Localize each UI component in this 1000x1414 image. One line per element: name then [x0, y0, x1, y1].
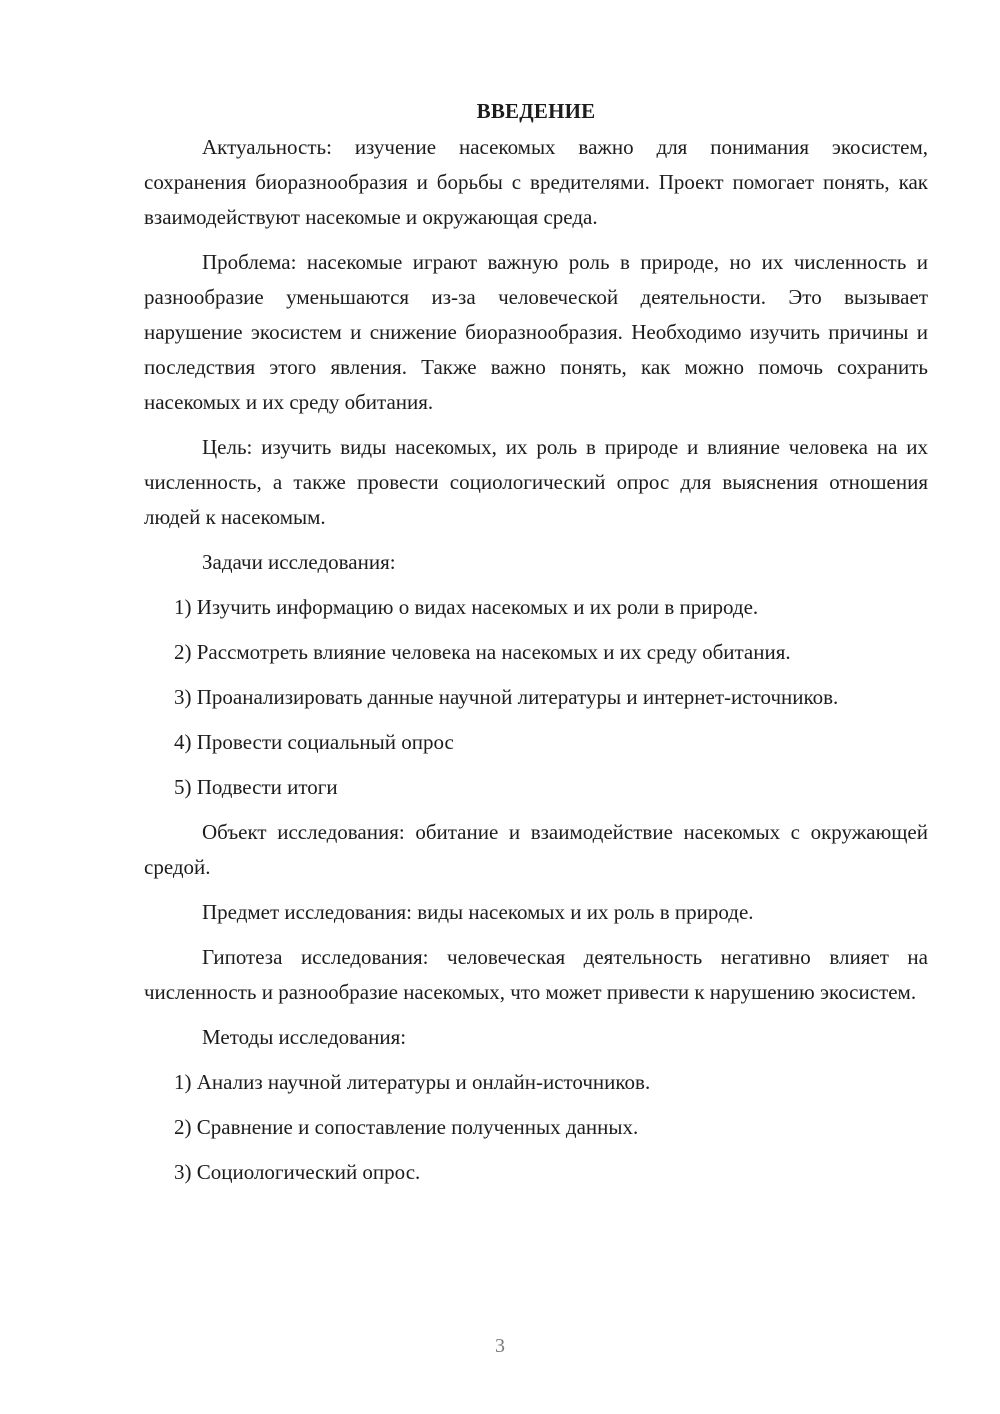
task-item: 3) Проанализировать данные научной литературы и интернет-источников.: [174, 685, 839, 709]
task-item: 1) Изучить информацию о видах насекомых и их роли в природе.: [174, 595, 759, 619]
tasks-heading: Задачи исследования:: [202, 550, 396, 574]
subject-paragraph: Предмет исследования: виды насекомых и их роль в природе.: [202, 900, 754, 924]
methods-heading: Методы исследования:: [202, 1025, 407, 1049]
task-item: 5) Подвести итоги: [174, 775, 338, 799]
relevance-paragraph: Актуальность: изучение насекомых важно для понимания экосистем, сохранения биоразнообразия и борьбы с вредителями. Проект помогает понять, как взаимодействуют насекомые и окружающая среда.: [144, 135, 928, 229]
problem-paragraph: Проблема: насекомые играют важную роль в природе, но их численность и разнообразие уменьшаются из-за человеческой деятельности. Это вызывает нарушение экосистем и снижение биоразнообразия. Необходимо изучить причины и последствия этого явления. Также важно понять, как можно помочь сохранить насекомых и их среду обитания.: [144, 250, 928, 414]
page-number: 3: [495, 1335, 505, 1357]
document-page: [144, 96, 928, 1200]
page-title: ВВЕДЕНИЕ: [476, 99, 596, 123]
method-item: 1) Анализ научной литературы и онлайн-источников.: [174, 1070, 651, 1094]
task-item: 2) Рассмотреть влияние человека на насекомых и их среду обитания.: [174, 640, 791, 664]
method-item: 2) Сравнение и сопоставление полученных данных.: [174, 1115, 639, 1139]
object-paragraph: Объект исследования: обитание и взаимодействие насекомых с окружающей средой.: [144, 820, 928, 879]
task-item: 4) Провести социальный опрос: [174, 730, 454, 754]
method-item: 3) Социологический опрос.: [174, 1160, 421, 1184]
hypothesis-paragraph: Гипотеза исследования: человеческая деятельность негативно влияет на численность и разнообразие насекомых, что может привести к нарушению экосистем.: [144, 945, 928, 1004]
goal-paragraph: Цель: изучить виды насекомых, их роль в природе и влияние человека на их численность, а также провести социологический опрос для выяснения отношения людей к насекомым.: [144, 435, 928, 529]
